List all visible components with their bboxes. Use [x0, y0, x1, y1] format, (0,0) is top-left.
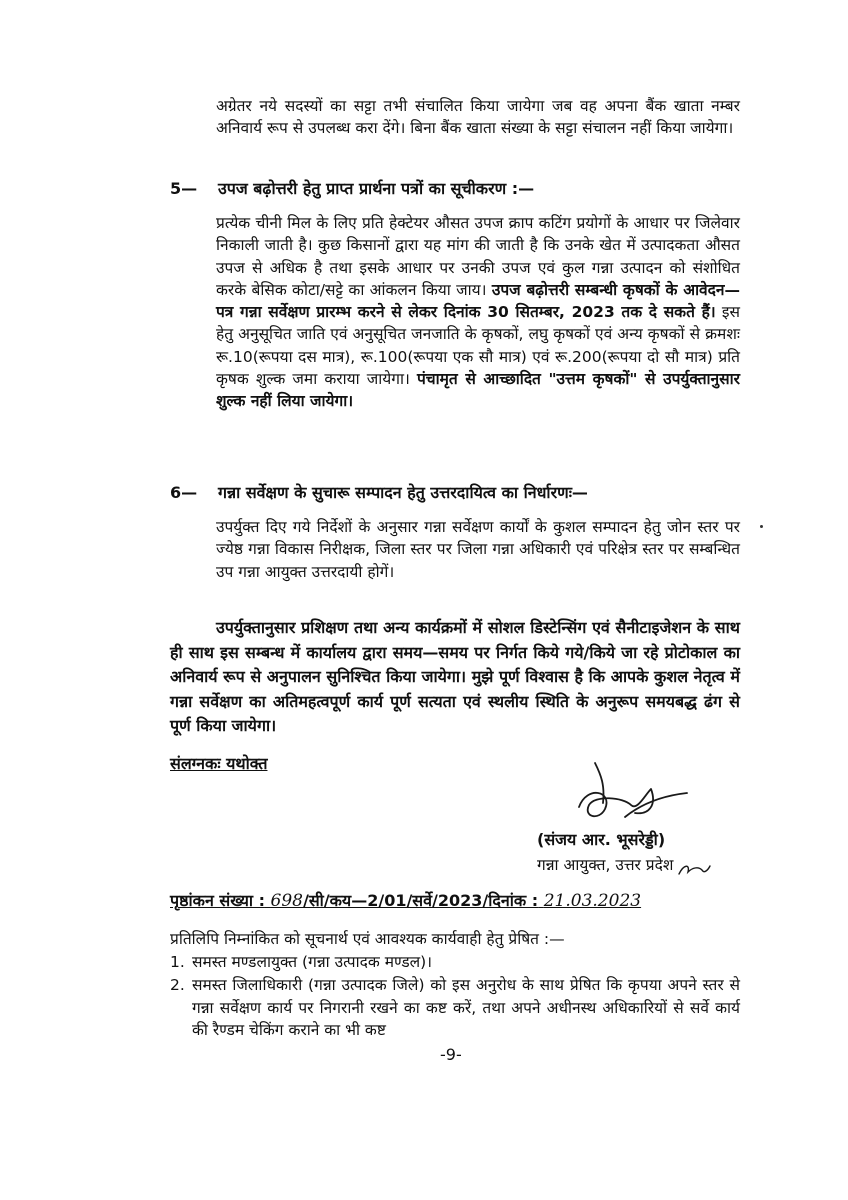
copy-list-text: समस्त जिलाधिकारी (गन्ना उत्पादक जिले) को इस अनुरोध के साथ प्रेषित कि कृपया अपने स्तर से गन्ना सर्वेक्षण कार्य पर निगरानी रखने का कष्ट करें, तथा अपने अधीनस्थ अधिकारियों से सर्वे कार्य की रैण्डम चेकिंग कराने का भी कष्ट: [192, 976, 740, 1039]
page-number: -9-: [440, 1045, 462, 1064]
section-5-title: उपज बढ़ोत्तरी हेतु प्राप्त प्रार्थना पत्रों का सूचीकरण :—: [218, 179, 535, 198]
closing-paragraph: उपर्युक्तानुसार प्रशिक्षण तथा अन्य कार्यक्रमों में सोशल डिस्टेन्सिंग एवं सैनीटाइजेशन के साथ ही साथ इस सम्बन्ध में कार्यालय द्वारा समय—समय पर निर्गत किये गये/किये जा रहे प्रोटोकाल का अनिवार्य रूप से अनुपालन सुनिश्चित किया जायेगा। मुझे पूर्ण विश्वास है कि आपके कुशल नेतृत्व में गन्ना सर्वेक्षण का अतिमहत्वपूर्ण कार्य पूर्ण सत्यता एवं स्थलीय स्थिति के अनुरूप समयबद्ध ढंग से पूर्ण किया जायेगा।: [170, 618, 740, 735]
section-5-text-2: इस हेतु अनुसूचित जाति एवं अनुसूचित जनजाति के कृषकों, लघु कृषकों एवं अन्य कृषकों से क्रमशः रू.10(रूपया दस मात्र), रू.100(रूपया एक सौ मात्र) एवं रू.200(रूपया दो सौ मात्र) प्रति कृषक शुल्क जमा कराया जायेगा।: [216, 303, 740, 389]
section-5-bold-2: पंचामृत से आच्छादित "उत्तम कृषकों" से उपर्युक्तानुसार शुल्क नहीं लिया जायेगा।: [216, 370, 740, 411]
section-6-heading: [170, 482, 588, 504]
intro-paragraph: अग्रेतर नये सदस्यों का सट्टा तभी संचालित किया जायेगा जब वह अपना बैंक खाता नम्बर अनिवार्य रूप से उपलब्ध करा देंगे। बिना बैंक खाता संख्या के सट्टा संचालन नहीं किया जायेगा।: [216, 97, 740, 138]
copy-list-text: समस्त मण्डलायुक्त (गन्ना उत्पादक मण्डल)।: [192, 953, 433, 971]
copy-intro: प्रतिलिपि निम्नांकित को सूचनार्थ एवं आवश्यक कार्यवाही हेतु प्रेषित :—: [170, 930, 565, 948]
reference-date: 21.03.2023: [543, 891, 642, 911]
copy-list-item: [170, 974, 740, 1042]
reference-line: [170, 889, 641, 911]
initials-scribble: [676, 858, 712, 880]
copy-list-item: [170, 951, 740, 974]
reference-prefix: पृष्ठांकन संख्या :: [170, 891, 265, 910]
signatory-designation: गन्ना आयुक्त, उत्तर प्रदेश: [537, 856, 674, 874]
section-6-title: गन्ना सर्वेक्षण के सुचारू सम्पादन हेतु उत्तरदायित्व का निर्धारणः—: [218, 483, 588, 502]
copy-list-number: 2.: [170, 976, 185, 994]
copy-list-number: 1.: [170, 953, 185, 971]
signatory-name: (संजय आर. भूसरेड्डी): [537, 830, 666, 849]
reference-number: 698: [270, 891, 303, 911]
scan-speck: [760, 525, 763, 528]
reference-middle: /सी/कय—2/01/सर्वे/2023/दिनांक :: [303, 891, 539, 910]
section-5-body: [216, 212, 740, 413]
enclosure-note: संलग्नकः यथोक्त: [170, 754, 268, 773]
section-6-body: उपर्युक्त दिए गये निर्देशों के अनुसार गन्ना सर्वेक्षण कार्यों के कुशल सम्पादन हेतु जोन स्तर पर ज्येष्ठ गन्ना विकास निरीक्षक, जिला स्तर पर जिला गन्ना अधिकारी एवं परिक्षेत्र स्तर पर सम्बन्धित उप गन्ना आयुक्त उत्तरदायी होगें।: [216, 518, 740, 581]
section-5-text-1: प्रत्येक चीनी मिल के लिए प्रति हेक्टेयर औसत उपज क्राप कटिंग प्रयोगों के आधार पर जिलेवार निकाली जाती है। कुछ किसानों द्वारा यह मांग की जाती है कि उनके खेत में उत्पादकता औसत उपज से अधिक है तथा इसके आधार पर उनकी उपज एवं कुल गन्ना उत्पादन को संशोधित करके बेसिक कोटा/सट्टे का आंकलन किया जाय।: [216, 214, 740, 299]
section-5-number: 5—: [170, 179, 198, 198]
section-5-bold-1: उपज बढ़ोत्तरी सम्बन्धी कृषकों के आवेदन—पत्र गन्ना सर्वेक्षण प्रारम्भ करने से लेकर दिनांक 30 सितम्बर, 2023 तक दे सकते हैं।: [216, 280, 740, 322]
signature-scribble: [565, 755, 695, 830]
section-6-number: 6—: [170, 483, 198, 502]
section-5-heading: [170, 178, 534, 200]
